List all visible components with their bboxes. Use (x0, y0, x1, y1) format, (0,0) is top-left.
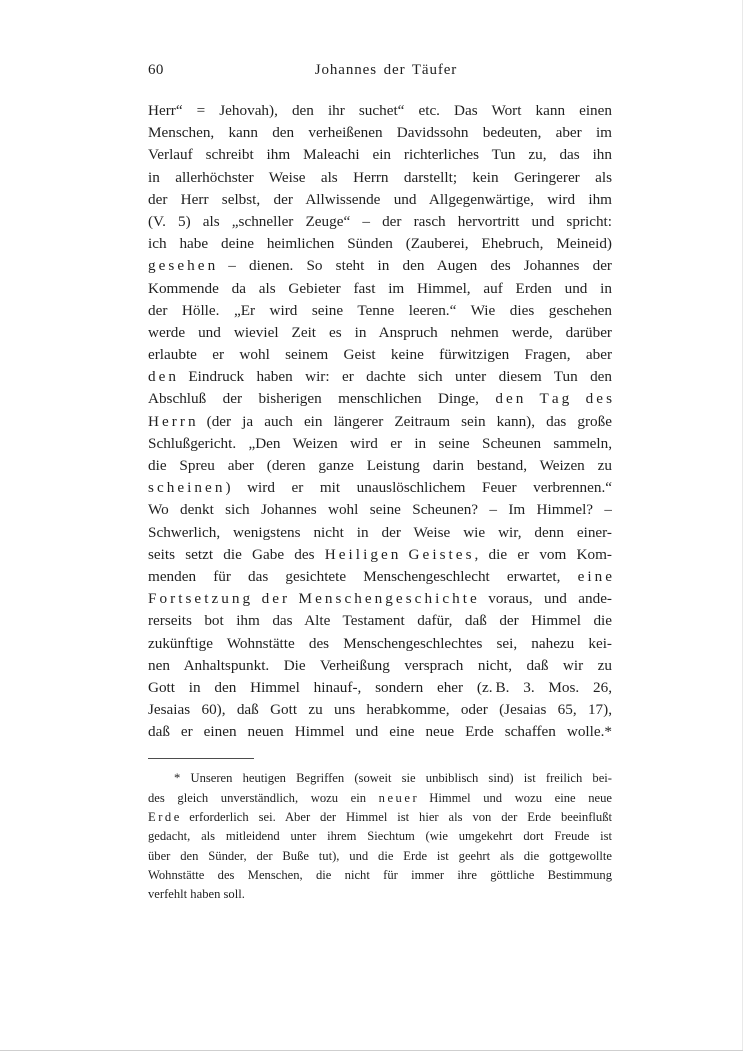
body-text-line: ich habe deine heimlichen Sünden (Zauberei, Ehebruch, Meineid) (148, 235, 612, 253)
body-text-line: s c h e i n e n ) wird er mit unauslöschlichem Feuer verbrennen.“ (148, 479, 612, 497)
footnote-text-line: Wohnstätte des Menschen, die nicht für immer ihre göttliche Bestimmung (148, 867, 612, 882)
body-text-line: Menschen, kann den verheißenen Davidssohn bedeuten, aber im (148, 124, 612, 142)
footnote-rule (148, 758, 254, 759)
running-title: Johannes der Täufer (314, 62, 458, 78)
body-text-line: Abschluß der bisherigen menschlichen Dinge, d e n T a g d e s (148, 390, 612, 408)
body-text-line: der Herr selbst, der Allwissende und Allgegenwärtige, wird ihm (148, 190, 612, 208)
footnote-text-line: gedacht, als mitleidend unter ihrem Siechtum (wie umgekehrt dort Freude ist (148, 829, 612, 844)
body-text-line: zukünftige Wohnstätte des Menschengeschlechtes sei, nahezu kei- (148, 634, 612, 652)
body-text-line: Schwerlich, wenigstens nicht in der Weise wie wir, denn einer- (148, 523, 612, 541)
body-text-line: d e n Eindruck haben wir: er dachte sich unter diesem Tun den (148, 368, 612, 386)
body-text-line: rerseits bot ihm das Alte Testament dafür, daß der Himmel die (148, 612, 612, 630)
footnote-text-line: des gleich unverständlich, wozu ein n e u e r Himmel und wozu eine neue (148, 790, 612, 805)
page-number: 60 (148, 62, 164, 78)
body-text-line: Wo denkt sich Johannes wohl seine Scheunen? – Im Himmel? – (148, 501, 612, 519)
footnote-text-line: verfehlt haben soll. (148, 887, 245, 902)
body-text-line: erlaubte er wohl seinem Geist keine fürwitzigen Fragen, aber (148, 346, 612, 364)
body-text-line: Verlauf schreibt ihm Maleachi ein richterliches Tun zu, das ihn (148, 146, 612, 164)
body-text-line: Herr“ = Jehovah), den ihr suchet“ etc. Das Wort kann einen (148, 102, 612, 119)
body-text-line: in allerhöchster Weise als Herrn darstellt; kein Geringerer als (148, 168, 612, 186)
footnote-text (148, 769, 612, 904)
body-text (148, 100, 612, 743)
body-text-line: werde und wieviel Zeit es in Anspruch nehmen werde, darüber (148, 323, 612, 341)
footnote-text-line: * Unseren heutigen Begriffen (soweit sie unbiblisch sind) ist freilich bei- (174, 771, 612, 786)
body-text-line: Gott in den Himmel hinauf-, sondern eher (z. B. 3. Mos. 26, (148, 678, 612, 696)
body-text-line: Jesaias 60), daß Gott zu uns herabkomme, oder (Jesaias 65, 17), (148, 701, 612, 719)
footnote-text-line: E r d e erforderlich sei. Aber der Himmel ist hier als von der Erde beeinflußt (148, 810, 612, 825)
body-text-line: die Spreu aber (deren ganze Leistung darin bestand, Weizen zu (148, 457, 612, 474)
body-text-line: daß er einen neuen Himmel und eine neue Erde schaffen wolle.* (148, 723, 612, 741)
body-text-line: seits setzt die Gabe des H e i l i g e n G e i s t e s , die er vom Kom- (148, 545, 612, 563)
body-text-line: Kommende da als Gebieter fast im Himmel, auf Erden und in (148, 279, 612, 297)
body-text-line: (V. 5) als „schneller Zeuge“ – der rasch hervortritt und spricht: (148, 212, 612, 230)
body-text-line: g e s e h e n – dienen. So steht in den Augen des Johannes der (148, 257, 612, 275)
text-column (148, 62, 612, 905)
body-text-line: nen Anhaltspunkt. Die Verheißung versprach nicht, daß wir zu (148, 656, 612, 674)
body-text-line: F o r t s e t z u n g d e r M e n s c h e n g e s c h i c h t e voraus, und ande- (148, 590, 612, 608)
body-text-line: menden für das gesichtete Menschengeschlecht erwartet, e i n e (148, 567, 612, 585)
body-text-line: H e r r n (der ja auch ein längerer Zeitraum sein kann), das große (148, 412, 612, 430)
page-header (148, 62, 612, 82)
footnote-text-line: über den Sünder, der Buße tut), und die Erde ist geehrt als die gottgewollte (148, 848, 612, 863)
body-text-line: Schlußgericht. „Den Weizen wird er in seine Scheunen sammeln, (148, 434, 612, 452)
body-text-line: der Hölle. „Er wird seine Tenne leeren.“ Wie dies geschehen (148, 301, 612, 319)
